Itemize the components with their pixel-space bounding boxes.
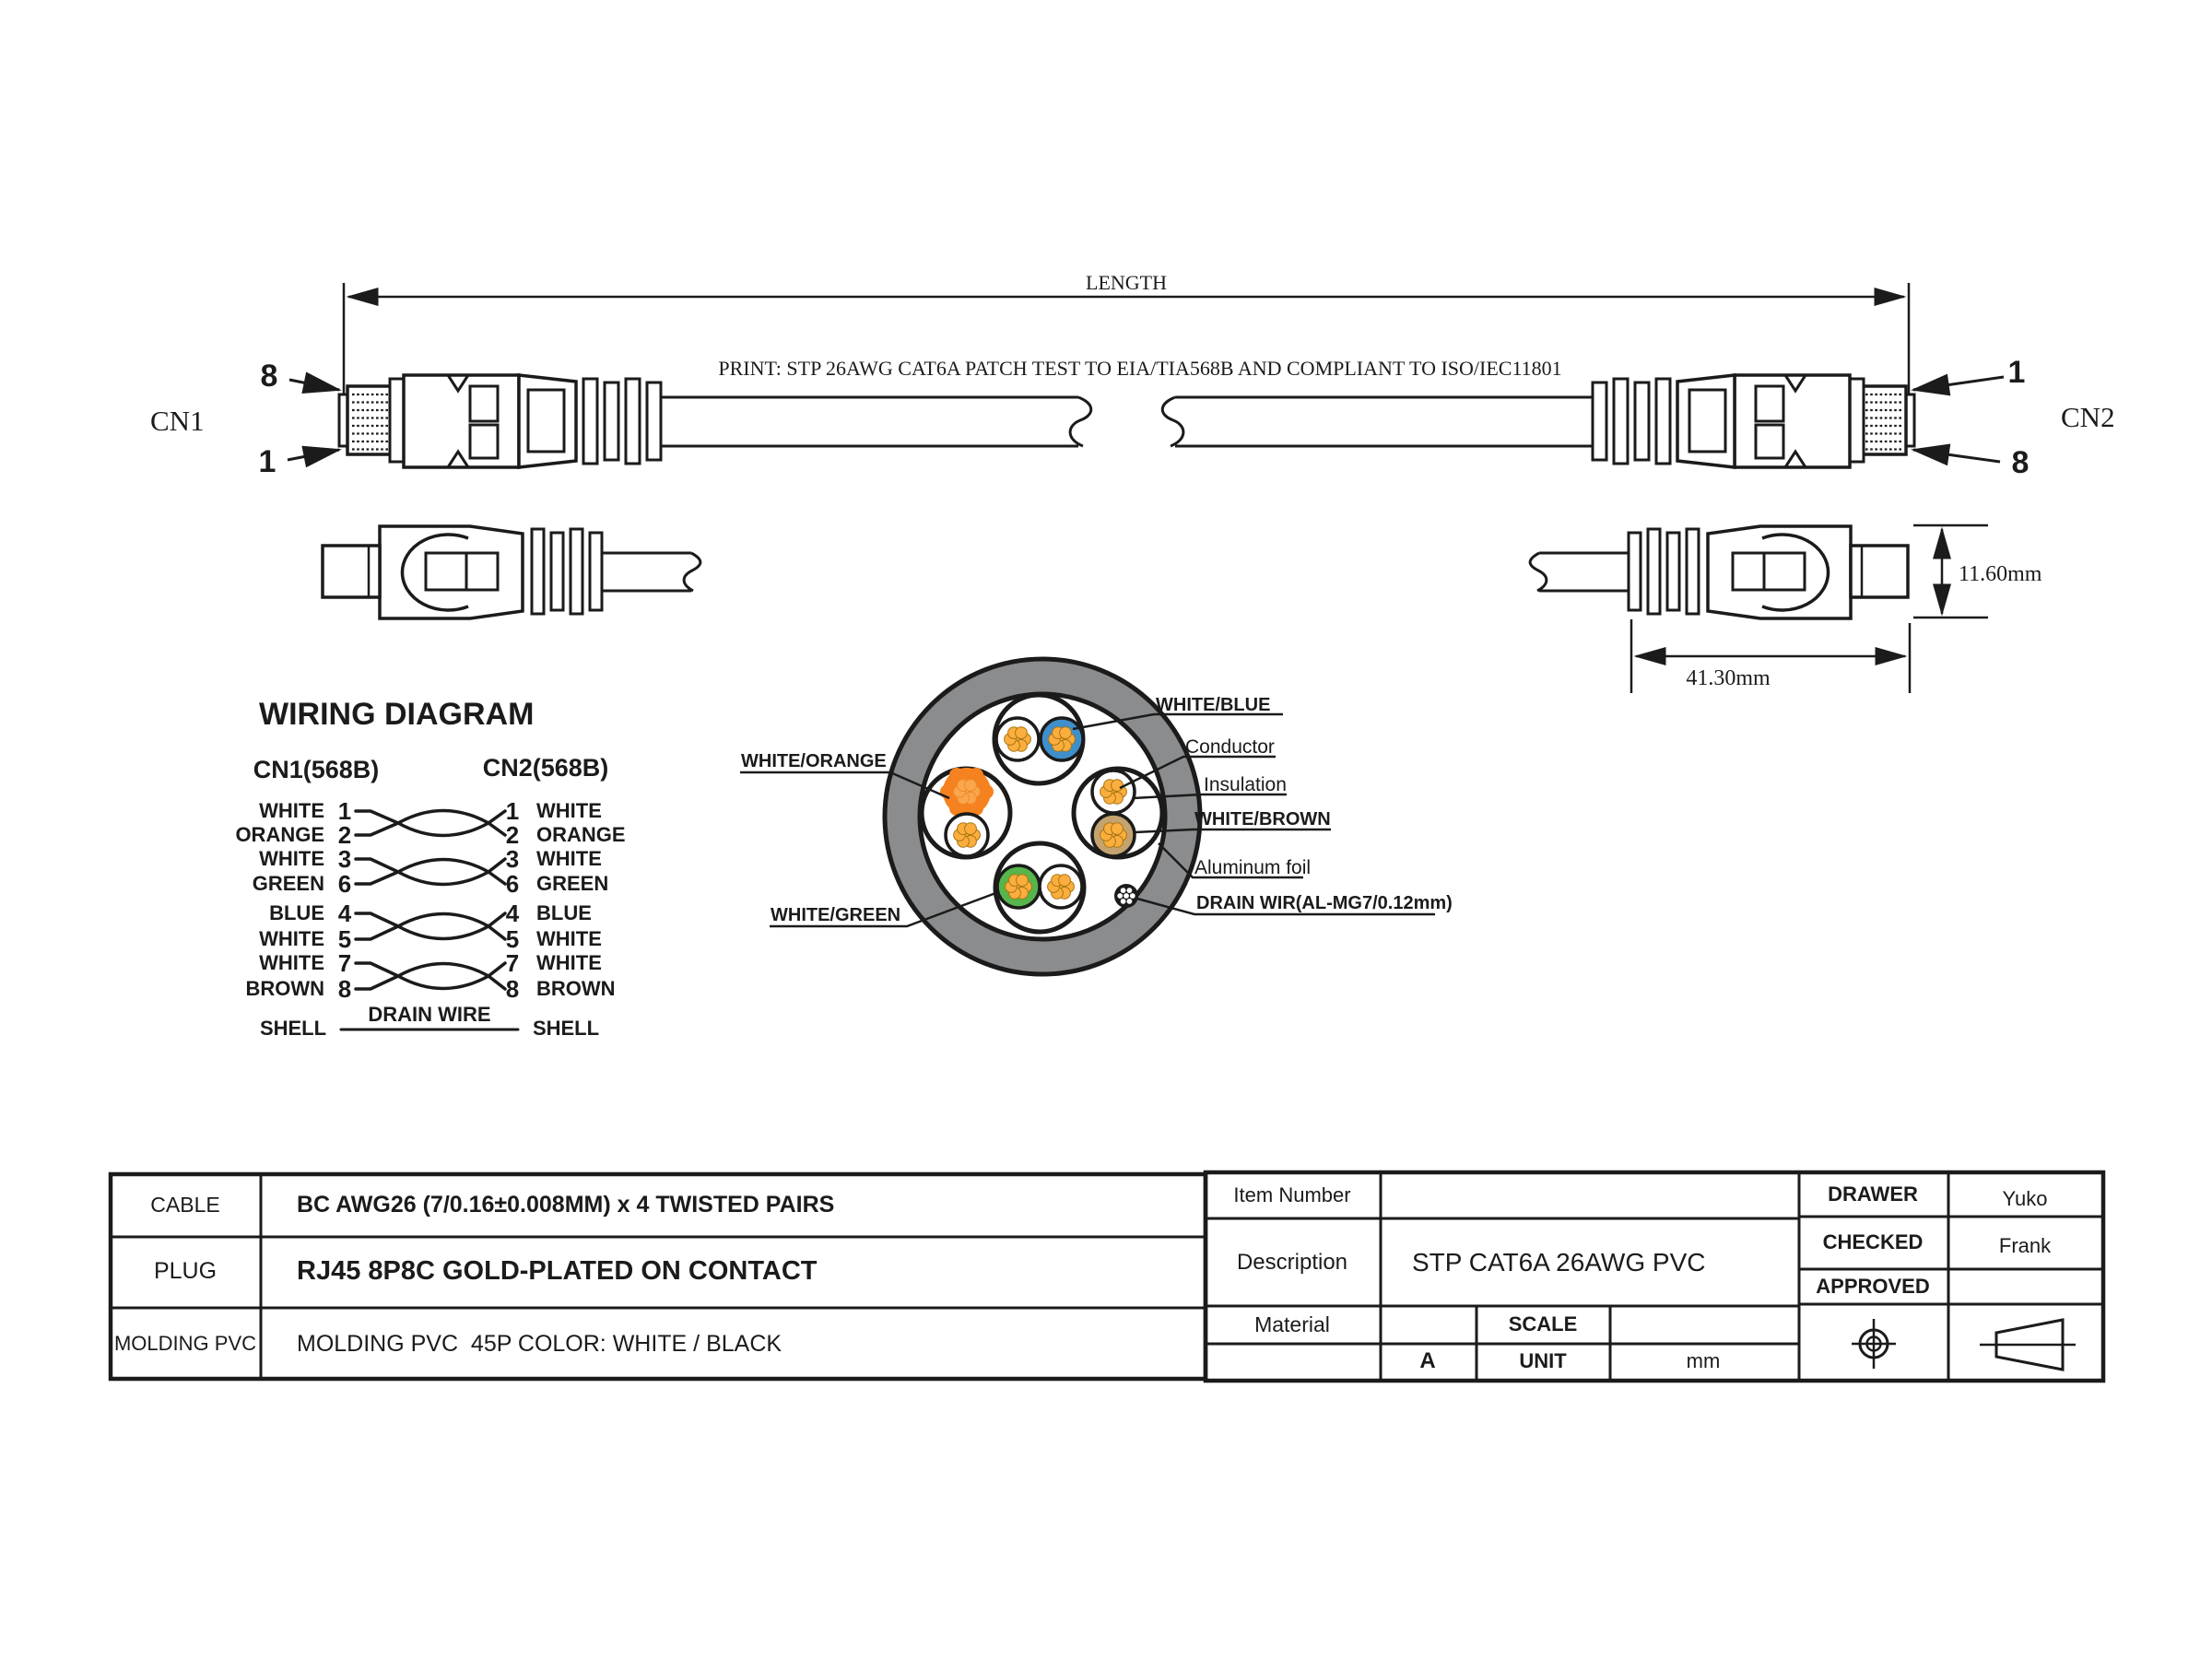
wire-color-left: BROWN [245,977,324,1000]
cn1-plug-drawing [339,375,1091,467]
shell-left-label: SHELL [259,1017,327,1040]
aluminum-foil-callout: Aluminum foil [1194,857,1312,878]
connector-length-dimension [1631,619,1910,693]
pin-number-right: 1 [505,797,520,825]
white-blue-callout: WHITE/BLUE [1156,695,1271,715]
wire-color-right: WHITE [536,951,602,974]
wire-color-left: WHITE [259,927,324,950]
drawer-label: DRAWER [1828,1182,1918,1206]
cn1-pin1-label: 1 [258,444,276,479]
wire-color-right: BLUE [536,901,592,924]
cn2-plug-drawing [1162,375,1914,467]
item-number-label: Item Number [1233,1183,1351,1206]
pin-number-right: 7 [505,949,520,977]
wire-color-right: ORANGE [536,823,626,846]
wire-color-left: WHITE [259,951,324,974]
projection-cone-icon [1980,1320,2076,1370]
material-label: Material [1254,1312,1330,1336]
drain-wire-strands [1114,884,1138,908]
spec-label: CABLE [150,1193,220,1217]
connector-length-dim-label: 41.30mm [1686,666,1771,690]
pin-number-right: 6 [505,870,520,898]
height-dim-label: 11.60mm [1959,562,2042,586]
wire-color-left: GREEN [252,872,324,895]
size-value: A [1419,1348,1436,1373]
pin-number-left: 5 [337,925,352,953]
unit-value: mm [1686,1349,1721,1372]
cable-print-text: PRINT: STP 26AWG CAT6A PATCH TEST TO EIA/TIA568B AND COMPLIANT TO ISO/IEC11801 [718,357,1562,380]
wire-color-right: BROWN [536,977,616,1000]
spec-value: MOLDING PVC 45P COLOR: WHITE / BLACK [297,1331,782,1357]
checked-value: Frank [1998,1234,2052,1257]
cn1-pin8-label: 8 [260,359,278,394]
spec-value: RJ45 8P8C GOLD-PLATED ON CONTACT [297,1256,818,1286]
cn1-label: CN1 [150,405,205,437]
description-label: Description [1236,1250,1348,1275]
conductor-callout: Conductor [1185,736,1275,758]
cn1-side-view [323,526,700,618]
wire-color-left: WHITE [259,847,324,870]
cn1-568b-header: CN1(568B) [253,756,380,783]
wire-color-right: WHITE [536,799,602,822]
drain-wire-label: DRAIN WIRE [368,1003,491,1026]
wire-color-left: ORANGE [235,823,324,846]
spec-value: BC AWG26 (7/0.16±0.008MM) x 4 TWISTED PAIRS [297,1192,835,1218]
pin-number-left: 2 [337,821,352,849]
length-dim-label: LENGTH [1086,271,1167,294]
cn2-side-view [1530,526,1908,618]
pin-number-left: 8 [337,975,352,1003]
white-brown-callout: WHITE/BROWN [1194,809,1331,830]
datum-target-icon [1852,1319,1896,1369]
spec-label: MOLDING PVC [113,1332,257,1355]
pin-number-right: 2 [505,821,520,849]
description-value: STP CAT6A 26AWG PVC [1412,1248,1706,1277]
spec-label: PLUG [153,1258,218,1284]
pin-number-left: 1 [337,797,352,825]
wire-color-right: GREEN [536,872,609,895]
cn2-label: CN2 [2061,401,2115,433]
drain-wire-callout: DRAIN WIR(AL-MG7/0.12mm) [1196,893,1453,913]
wire-color-left: WHITE [259,799,324,822]
cable-cross-section [740,659,1435,974]
cn2-pin1-label: 1 [2007,355,2026,390]
twisted-pair-symbols [341,811,518,1030]
unit-label: UNIT [1519,1349,1567,1372]
wiring-diagram-title: WIRING DIAGRAM [259,697,535,732]
shell-right-label: SHELL [532,1017,600,1040]
pin-number-right: 8 [505,975,520,1003]
pin-number-left: 4 [337,900,352,927]
insulation-callout: Insulation [1204,774,1287,795]
pin-number-left: 3 [337,845,352,873]
cn2-pin8-label: 8 [2011,445,2030,480]
white-green-callout: WHITE/GREEN [771,905,901,925]
wire-color-right: WHITE [536,847,602,870]
wire-color-left: BLUE [269,901,324,924]
wire-color-right: WHITE [536,927,602,950]
scale-label: SCALE [1508,1312,1578,1335]
pin-number-right: 4 [505,900,520,927]
pin-number-right: 3 [505,845,520,873]
pin-number-right: 5 [505,925,520,953]
pin-number-left: 6 [337,870,352,898]
drawer-value: Yuko [2002,1187,2048,1210]
white-orange-callout: WHITE/ORANGE [741,751,887,771]
approved-label: APPROVED [1816,1275,1930,1298]
cn2-568b-header: CN2(568B) [482,754,609,782]
pin-number-left: 7 [337,949,352,977]
checked-label: CHECKED [1822,1230,1924,1253]
